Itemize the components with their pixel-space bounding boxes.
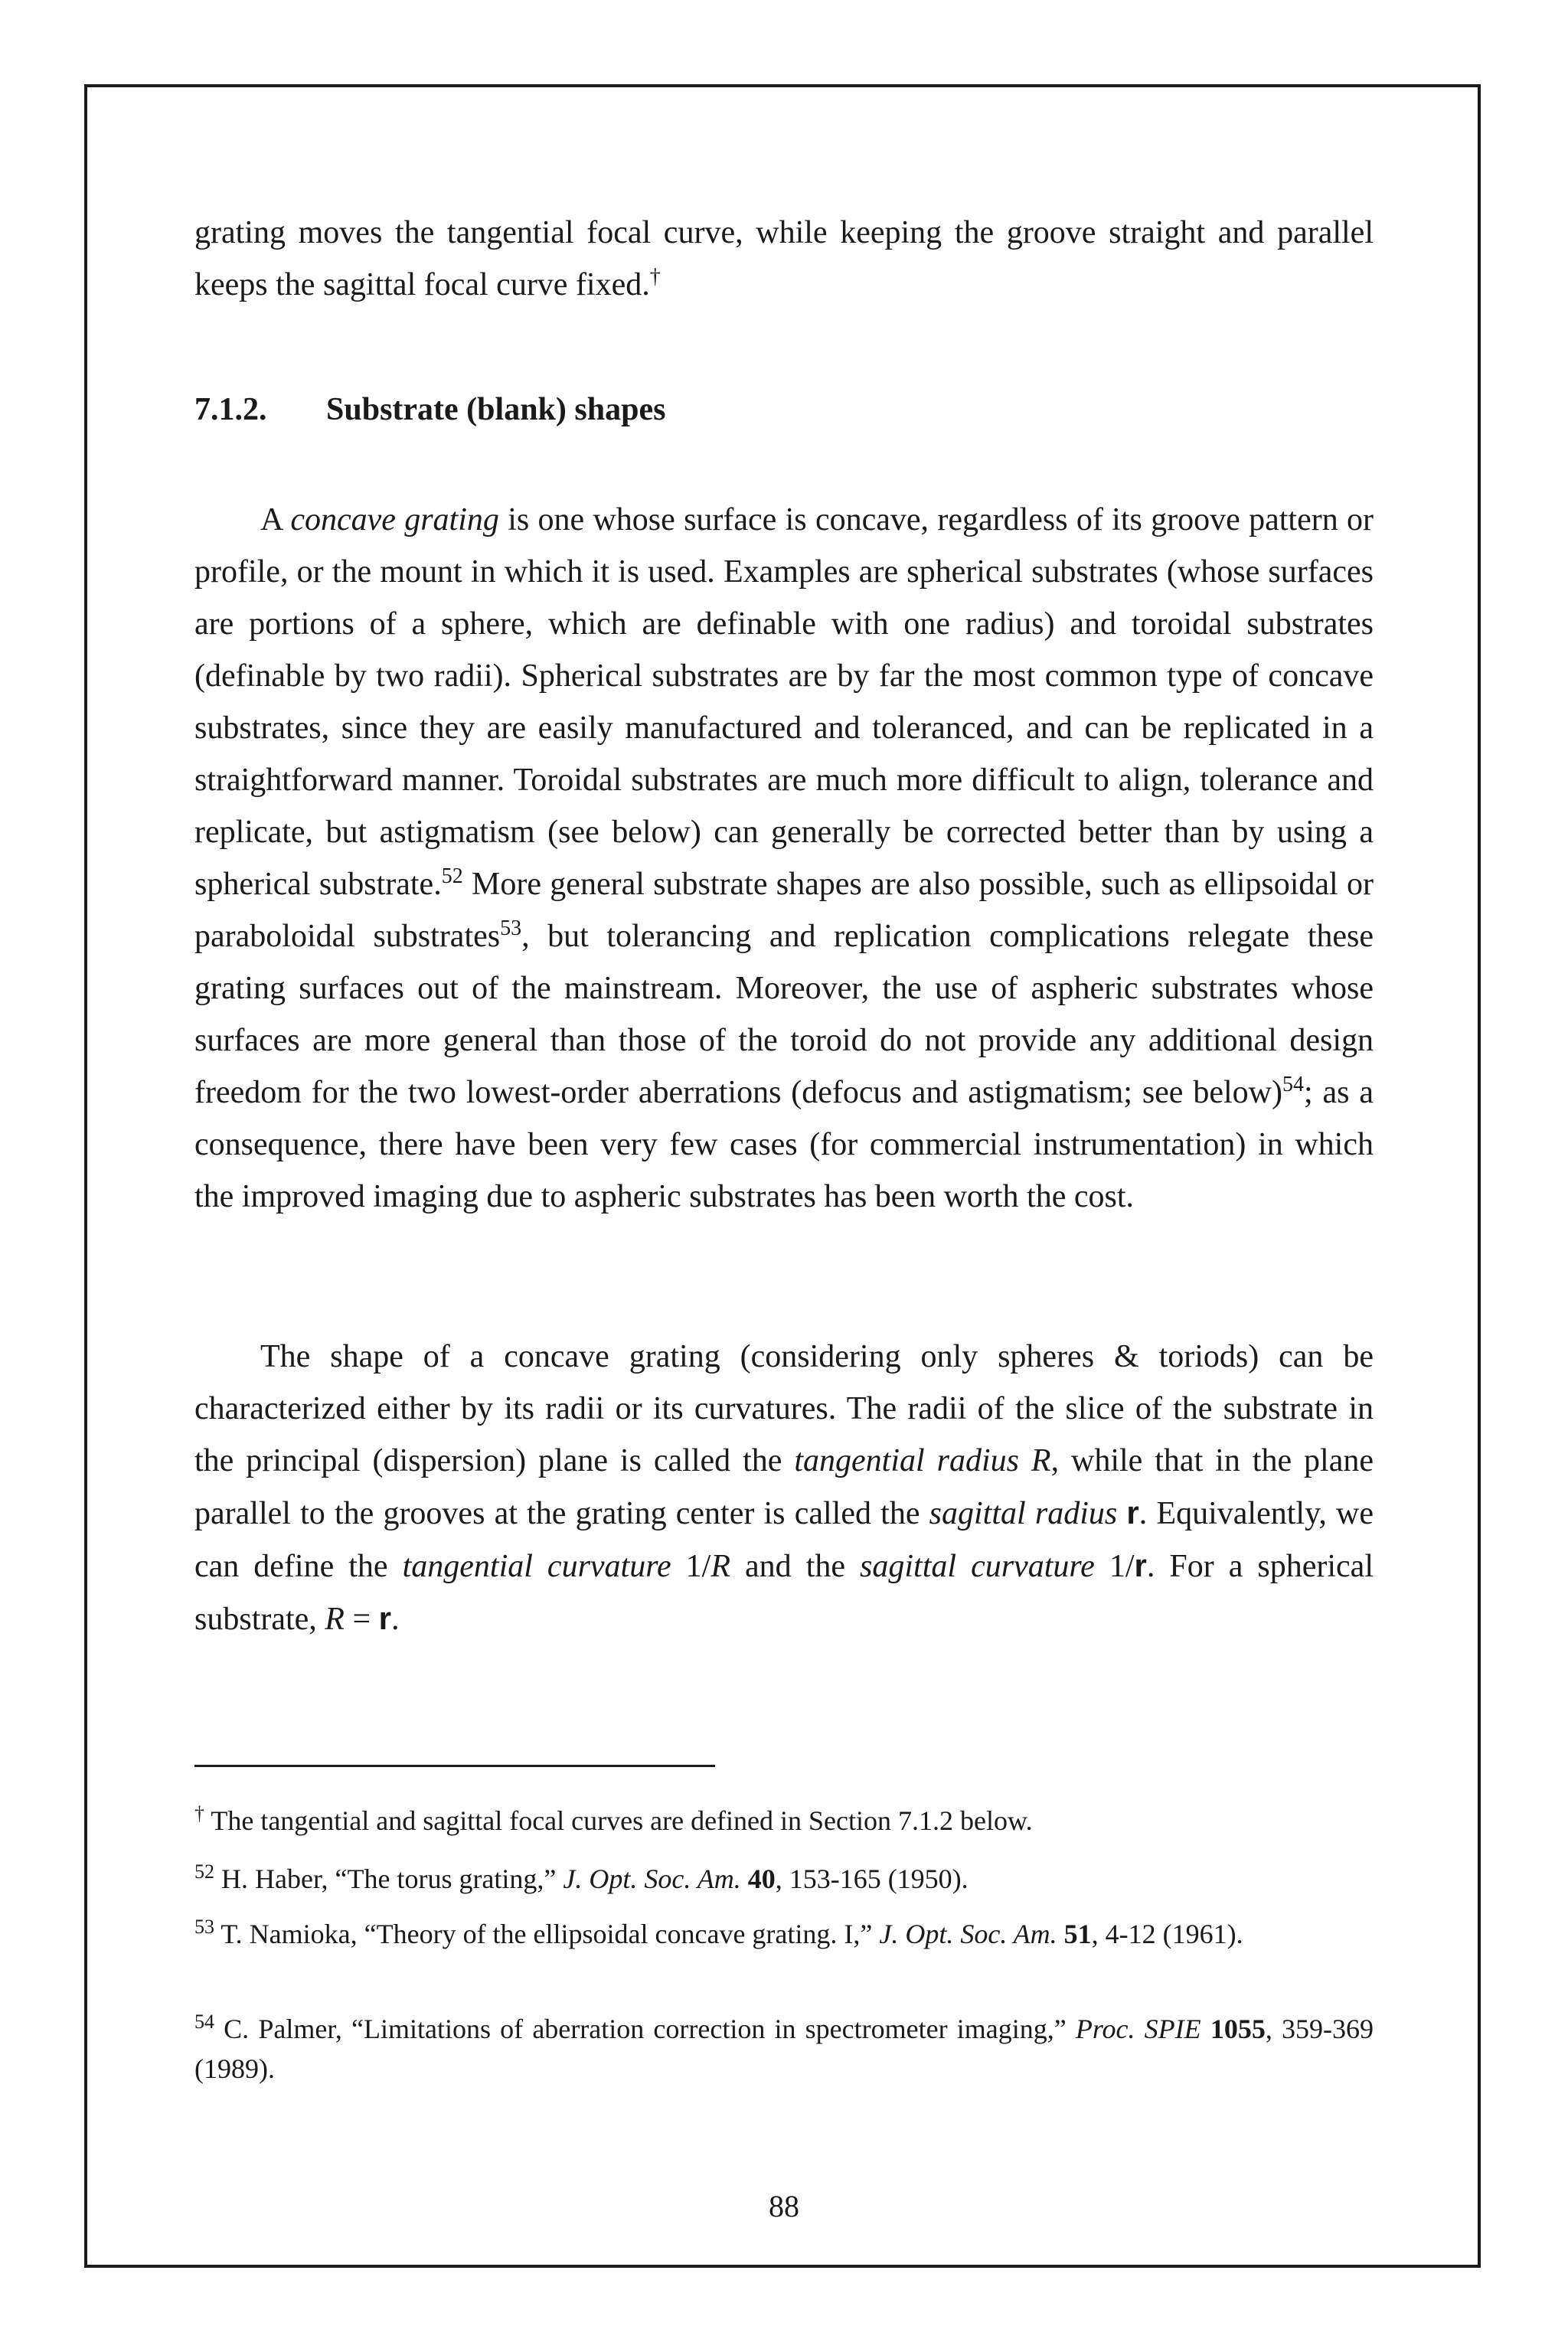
footnote-dagger: † The tangential and sagittal focal curves are defined in Section 7.1.2 below.	[194, 1802, 1033, 1836]
intro-paragraph: grating moves the tangential focal curve, while keeping the groove straight and parallel keeps the sagittal focal curve fixed.†	[194, 215, 1374, 302]
term-tangential-curvature: tangential curvature	[402, 1549, 671, 1584]
section-number: 7.1.2.	[194, 392, 267, 427]
symbol-r: r	[1126, 1494, 1139, 1530]
paragraph-grating-shape: The shape of a concave grating (considering only spheres & toriods) can be characterized either by its radii or its curvatures. The radii of the slice of the substrate in the principal (dispersion) plane is called the tangential radius R, while that in the plane parallel to the grooves at the grating center is called the sagittal radius r. Equivalently, we can define the tangential curvature 1/R and the sagittal curvature 1/r. For a spherical substrate, R = r.	[194, 1339, 1374, 1637]
term-sagittal-curvature: sagittal curvature	[860, 1549, 1095, 1584]
symbol-r: r	[1134, 1547, 1147, 1583]
page-number: 88	[769, 2189, 799, 2223]
footnote-ref-53: 53	[500, 916, 522, 940]
footnote-52: $^{52}$ H. Haber, “The torus grating,” J. Opt. Soc. Am. 40, 153-165 (1950).	[194, 1860, 969, 1894]
footnote-53: $^{53}$ T. Namioka, “Theory of the ellipsoidal concave grating. I,” J. Opt. Soc. Am. 51, 4-12 (1961).	[194, 1916, 1243, 1949]
footnote-separator	[194, 1765, 715, 1767]
footnote-ref-52: 52	[441, 864, 463, 888]
footnote-54: $^{54}$ C. Palmer, “Limitations of aberration correction in spectrometer imaging,” Proc. SPIE 1055, 359-369 (1989).	[194, 2011, 1374, 2084]
section-title: Substrate (blank) shapes	[326, 392, 666, 427]
footnote-ref-54: 54	[1282, 1073, 1304, 1096]
section-heading	[194, 387, 665, 433]
dagger-footnote-ref: †	[649, 265, 661, 289]
term-concave-grating: concave grating	[290, 502, 499, 537]
paragraph-concave-grating: A concave grating is one whose surface is concave, regardless of its groove pattern or profile, or the mount in which it is used. Examples are spherical substrates (whose surfaces are portions of a sphere, which are definable with one radius) and toroidal substrates (definable by two radii). Spherical substrates are by far the most common type of concave substrates, since they are easily manufactured and toleranced, and can be replicated in a straightforward manner. Toroidal substrates are much more difficult to align, tolerance and replicate, but astigmatism (see below) can generally be corrected better than by using a spherical substrate.$^{52}$ More general substrate shapes are also possible, such as ellipsoidal or paraboloidal substrates$^{53}$, but tolerancing and replication complications relegate these grating surfaces out of the mainstream. Moreover, the use of aspheric substrates whose surfaces are more general than those of the toroid do not provide any additional design freedom for the two lowest-order aberrations (defocus and astigmatism; see below)$^{54}$; as a consequence, there have been very few cases (for commercial instrumentation) in which the improved imaging due to aspheric substrates has been worth the cost.	[194, 502, 1374, 1214]
term-tangential-radius: tangential radius R	[794, 1443, 1051, 1478]
symbol-r: r	[378, 1600, 391, 1636]
term-sagittal-radius: sagittal radius	[929, 1496, 1118, 1531]
